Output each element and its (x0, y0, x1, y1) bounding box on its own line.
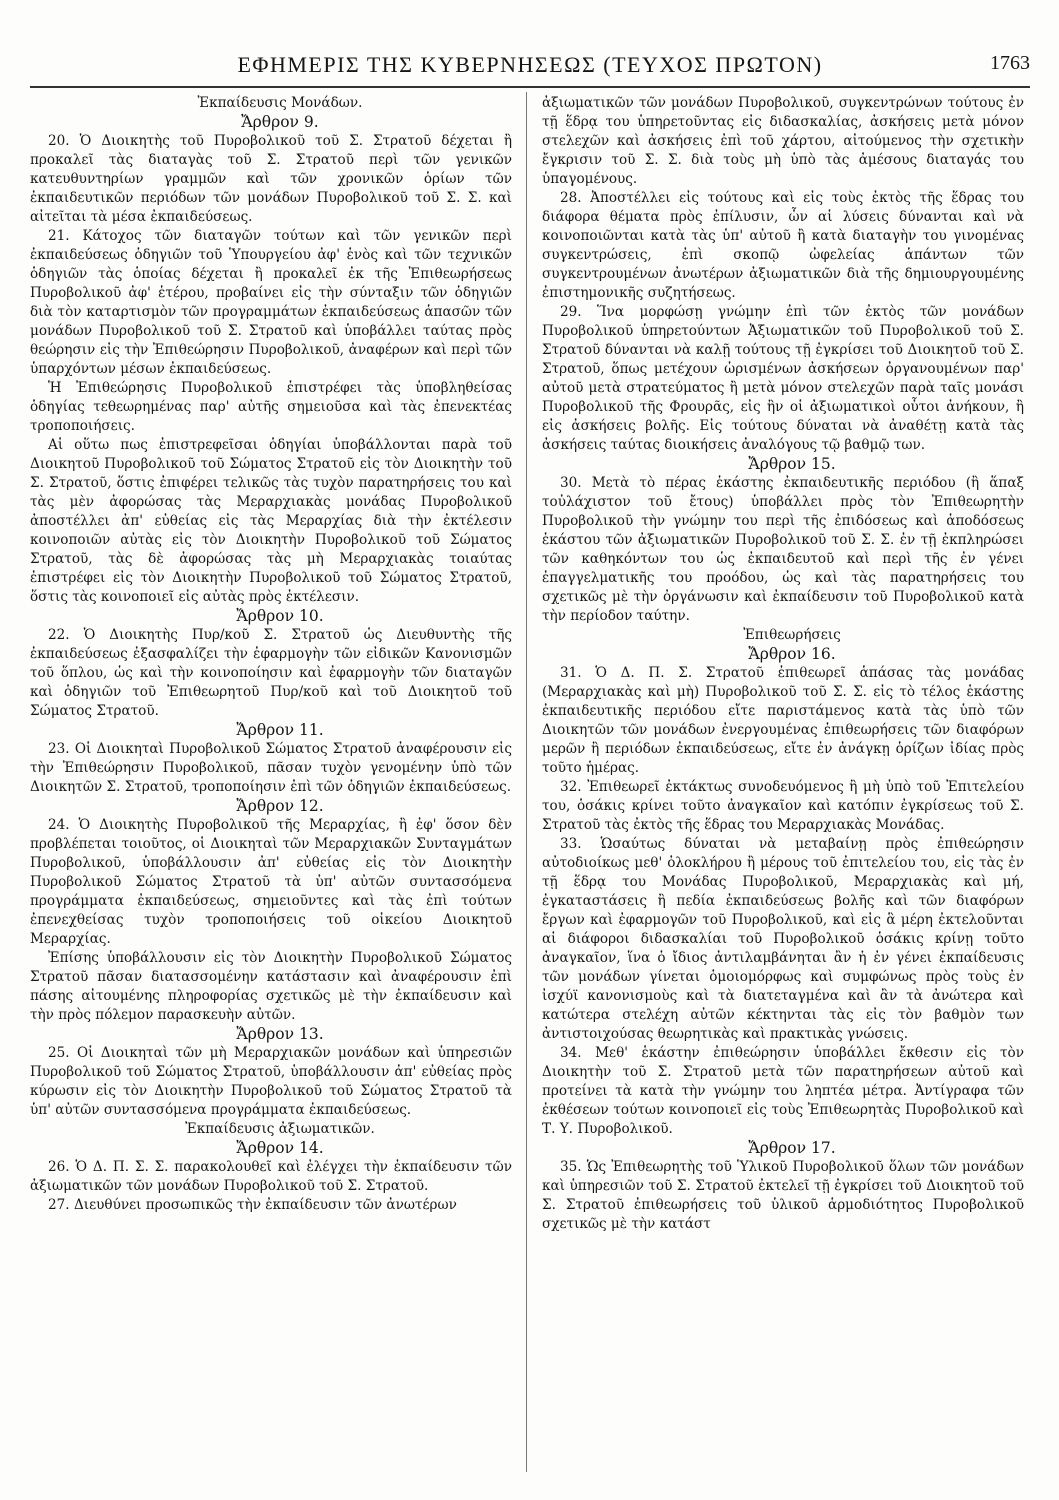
paragraph-28: 28. Ἀποστέλλει εἰς τούτους καὶ εἰς τοὺς ἐκτὸς τῆς ἕδρας του διάφορα θέματα πρὸς ἐπίλυσιν, ὧν αἱ λύσεις δύνανται καὶ νὰ κοινοποιῶνται κατὰ τὰς ὑπ' αὐτοῦ ἢ κατὰ διαταγὴν του γινομένας συγκεντρώσεις, ἐπὶ σκοπῷ ὠφελείας ἁπάντων τῶν συγκεντρουμένων ἀνωτέρων ἀξιωματικῶν διὰ τῆς δημιουργουμένης ἐπιστημονικῆς συζητήσεως. (542, 190, 1024, 301)
left-column (30, 94, 512, 1215)
paragraph-30: 30. Μετὰ τὸ πέρας ἑκάστης ἐκπαιδευτικῆς περιόδου (ἢ ἅπαξ τοὐλάχιστον τοῦ ἔτους) ὑποβάλλει πρὸς τὸν Ἐπιθεωρητὴν Πυροβολικοῦ τὴν γνώμην του περὶ τῆς ἐπιδόσεως καὶ ἀποδόσεως ἑκάστου τῶν ἀξιωματικῶν Πυροβολικοῦ τοῦ Σ. Σ. ἐν τῇ ἐκπληρώσει τῶν καθηκόντων του ὡς ἐκπαιδευτοῦ καὶ περὶ τῆς ἐν γένει ἐπαγγελματικῆς του προόδου, ὡς καὶ τὰς παρατηρήσεις του σχετικῶς μὲ τὴν ὀργάνωσιν καὶ ἐκπαίδευσιν τοῦ Πυροβολικοῦ κατὰ τὴν περίοδον ταύτην. (542, 475, 1024, 624)
paragraph-21b: Ἡ Ἐπιθεώρησις Πυροβολικοῦ ἐπιστρέφει τὰς ὑποβληθείσας ὁδηγίας τεθεωρημένας παρ' αὐτῆς σημειοῦσα καὶ τὰς ἐπενεκτέας τροποποιήσεις. (30, 380, 512, 434)
column-divider (526, 92, 527, 1472)
paragraph-24b: Ἐπίσης ὑποβάλλουσιν εἰς τὸν Διοικητὴν Πυροβολικοῦ Σώματος Στρατοῦ πᾶσαν διατασσομένην κατάστασιν καὶ ἀναφέρουσιν ἐπὶ πάσης αἰτουμένης πληροφορίας σχετικῶς μὲ τὴν ἐκπαίδευσιν καὶ τὴν πρὸς πόλεμον παρασκευὴν αὐτῶν. (30, 950, 512, 1023)
gazette-title: ΕΦΗΜΕΡΙΣ ΤΗΣ ΚΥΒΕΡΝΗΣΕΩΣ (ΤΕΥΧΟΣ ΠΡΩΤΟΝ) (237, 52, 823, 77)
paragraph-24: 24. Ὁ Διοικητὴς Πυροβολικοῦ τῆς Μεραρχίας, ἢ ἐφ' ὅσον δὲν προβλέπεται τοιοῦτος, οἱ Διοικηταὶ τῶν Μεραρχιακῶν Συνταγμάτων Πυροβολικοῦ, ὑποβάλλουσιν ἀπ' εὐθείας εἰς τὸν Διοικητὴν Πυροβολικοῦ Σώματος Στρατοῦ τὰ ὑπ' αὐτῶν συντασσόμενα προγράμματα ἐκπαιδεύσεως, σημειοῦντες καὶ τὰς ἐπὶ τούτων ἐπενεχθείσας τυχὸν τροποποιήσεις τοῦ οἰκείου Διοικητοῦ Μεραρχίας. (30, 817, 512, 947)
article-14-title: Ἄρθρον 14. (236, 1139, 324, 1157)
article-9-title: Ἄρθρον 9. (241, 113, 319, 131)
paragraph-31: 31. Ὁ Δ. Π. Σ. Στρατοῦ ἐπιθεωρεῖ ἁπάσας τὰς μονάδας (Μεραρχιακὰς καὶ μὴ) Πυροβολικοῦ τοῦ Σ. Σ. εἰς τὸ τέλος ἑκάστης ἐκπαιδευτικῆς περιόδου εἴτε παριστάμενος κατὰ τὰς ὑπὸ τῶν Διοικητῶν τῶν μονάδων ἐνεργουμένας ἐπιθεωρήσεις τῶν διαφόρων μερῶν ἢ περιόδων ἐκπαιδεύσεως, εἴτε ἐν ἀνάγκῃ ὁρίζων ἰδίας πρὸς τοῦτο ἡμέρας. (542, 665, 1024, 776)
paragraph-20: 20. Ὁ Διοικητὴς τοῦ Πυροβολικοῦ τοῦ Σ. Στρατοῦ δέχεται ἢ προκαλεῖ τὰς διαταγὰς τοῦ Σ. Στρατοῦ περὶ τῶν γενικῶν κατευθυντηρίων γραμμῶν καὶ τῶν χρονικῶν ὁρίων τῶν ἐκπαιδευτικῶν περιόδων τῶν μονάδων Πυροβολικοῦ τοῦ Σ. Σ. καὶ αἰτεῖται τὰ μέσα ἐκπαιδεύσεως. (30, 133, 512, 225)
section-title: Ἐκπαίδευσις Μονάδων. (197, 95, 363, 111)
article-11-title: Ἄρθρον 11. (236, 721, 324, 739)
page-number: 1763 (990, 52, 1030, 74)
section-officers-title: Ἐκπαίδευσις ἀξιωματικῶν. (185, 1121, 375, 1137)
paragraph-34: 34. Μεθ' ἑκάστην ἐπιθεώρησιν ὑποβάλλει ἔκθεσιν εἰς τὸν Διοικητὴν τοῦ Σ. Στρατοῦ μετὰ τῶν παρατηρήσεων αὐτοῦ καὶ προτείνει τὰ κατὰ τὴν γνώμην του ληπτέα μέτρα. Ἀντίγραφα τῶν ἐκθέσεων τούτων κοινοποιεῖ εἰς τοὺς Ἐπιθεωρητὰς Πυροβολικοῦ καὶ Τ. Υ. Πυροβολικοῦ. (542, 1045, 1024, 1137)
right-column (542, 94, 1024, 1234)
paragraph-26: 26. Ὁ Δ. Π. Σ. Σ. παρακολουθεῖ καὶ ἐλέγχει τὴν ἐκπαίδευσιν τῶν ἀξιωματικῶν τῶν μονάδων Πυροβολικοῦ τοῦ Σ. Στρατοῦ. (30, 1159, 512, 1194)
paragraph-23: 23. Οἱ Διοικηταὶ Πυροβολικοῦ Σώματος Στρατοῦ ἀναφέρουσιν εἰς τὴν Ἐπιθεώρησιν Πυροβολικοῦ, πᾶσαν τυχὸν γενομένην ὑπὸ τῶν Διοικητῶν Σ. Στρατοῦ, τροποποίησιν ἐπὶ τῶν ὁδηγιῶν ἐκπαιδεύσεως. (30, 741, 512, 795)
article-17-title: Ἄρθρον 17. (748, 1139, 836, 1157)
paragraph-25: 25. Οἱ Διοικηταὶ τῶν μὴ Μεραρχιακῶν μονάδων καὶ ὑπηρεσιῶν Πυροβολικοῦ τοῦ Σώματος Στρατοῦ, ὑποβάλλουσιν ἀπ' εὐθείας πρὸς κύρωσιν εἰς τὸν Διοικητὴν Πυροβολικοῦ τοῦ Σώματος Στρατοῦ τὰ ὑπ' αὐτῶν συντασσόμενα προγράμματα ἐκπαιδεύσεως. (30, 1045, 512, 1118)
paragraph-32: 32. Ἐπιθεωρεῖ ἐκτάκτως συνοδευόμενος ἢ μὴ ὑπὸ τοῦ Ἐπιτελείου του, ὁσάκις κρίνει τοῦτο ἀναγκαῖον καὶ κατόπιν ἐγκρίσεως τοῦ Σ. Στρατοῦ τὰς ἐκτὸς τῆς ἕδρας του Μεραρχιακὰς Μονάδας. (542, 779, 1024, 833)
paragraph-22: 22. Ὁ Διοικητὴς Πυρ/κοῦ Σ. Στρατοῦ ὡς Διευθυντὴς τῆς ἐκπαιδεύσεως ἐξασφαλίζει τὴν ἐφαρμογὴν τῶν εἰδικῶν Κανονισμῶν τοῦ ὅπλου, ὡς καὶ τὴν κοινοποίησιν καὶ ἐφαρμογὴν τῶν διαταγῶν καὶ ὁδηγιῶν τοῦ Ἐπιθεωρητοῦ Πυρ/κοῦ καὶ τοῦ Διοικητοῦ τοῦ Σώματος Στρατοῦ. (30, 627, 512, 719)
paragraph-35: 35. Ὡς Ἐπιθεωρητὴς τοῦ Ὑλικοῦ Πυροβολικοῦ ὅλων τῶν μονάδων καὶ ὑπηρεσιῶν τοῦ Σ. Στρατοῦ ἐκτελεῖ τῇ ἐγκρίσει τοῦ Διοικητοῦ τοῦ Σ. Στρατοῦ ἐπιθεωρήσεις τοῦ ὑλικοῦ ἁρμοδιότητος Πυροβολικοῦ σχετικῶς μὲ τὴν κατάστ (542, 1159, 1024, 1232)
section-inspections-title: Ἐπιθεωρήσεις (743, 627, 841, 643)
article-12-title: Ἄρθρον 12. (236, 797, 324, 815)
article-15-title: Ἄρθρον 15. (748, 455, 836, 473)
paragraph-21: 21. Κάτοχος τῶν διαταγῶν τούτων καὶ τῶν γενικῶν περὶ ἐκπαιδεύσεως ὁδηγιῶν τοῦ Ὑπουργείου ἀφ' ἑνὸς καὶ τῶν τεχνικῶν ὁδηγιῶν τὰς ὁποίας δέχεται ἢ προκαλεῖ ἐκ τῆς Ἐπιθεωρήσεως Πυροβολικοῦ ἀφ' ἑτέρου, προβαίνει εἰς τὴν σύνταξιν τῶν ὁδηγιῶν διὰ τὸν καταρτισμὸν τῶν προγραμμάτων ἐκπαιδεύσεως ἁπασῶν τῶν μονάδων Πυροβολικοῦ τοῦ Σ. Στρατοῦ καὶ ὑποβάλλει ταύτας πρὸς θεώρησιν εἰς τὴν Ἐπιθεώρησιν Πυροβολικοῦ, ἀναφέρων καὶ περὶ τῶν ὑπαρχόντων μέσων ἐκπαιδεύσεως. (30, 228, 512, 377)
paragraph-29: 29. Ἵνα μορφώσῃ γνώμην ἐπὶ τῶν ἐκτὸς τῶν μονάδων Πυροβολικοῦ ὑπηρετούντων Ἀξιωματικῶν τοῦ Πυροβολικοῦ τοῦ Σ. Στρατοῦ δύνανται νὰ καλῇ τούτους τῇ ἐγκρίσει τοῦ Διοικητοῦ τοῦ Σ. Στρατοῦ, ὅπως μετέχουν ὡρισμένων ἀσκήσεων ὀργανουμένων παρ' αὐτοῦ μετὰ στρατεύματος ἢ μετὰ μόνον στελεχῶν παρὰ ταῖς μονάσι Πυροβολικοῦ τῆς Φρουρᾶς, εἰς ἣν οἱ ἀξιωματικοὶ οὗτοι ἀνήκουν, ἢ εἰς ἀσκήσεις βολῆς. Εἰς τούτους δύναται νὰ ἀναθέτῃ κατὰ τὰς ἀσκήσεις ταύτας διοικήσεις ἀναλόγους τῷ βαθμῷ των. (542, 304, 1024, 453)
article-10-title: Ἄρθρον 10. (236, 607, 324, 625)
article-16-title: Ἄρθρον 16. (748, 645, 836, 663)
paragraph-33: 33. Ὡσαύτως δύναται νὰ μεταβαίνῃ πρὸς ἐπιθεώρησιν αὐτοδιοίκως μεθ' ὁλοκλήρου ἢ μέρους τοῦ ἐπιτελείου του, εἰς τὰς ἐν τῇ ἕδρᾳ του Μονάδας Πυροβολικοῦ, Μεραρχιακὰς καὶ μή, ἐγκαταστάσεις ἢ πεδία ἐκπαιδεύσεως βολῆς καὶ τῶν διαφόρων ἔργων καὶ ἐφαρμογῶν τοῦ Πυροβολικοῦ, καὶ εἰς ἃ μέρη ἐκτελοῦνται αἱ διάφοροι διδασκαλίαι τοῦ Πυροβολικοῦ ὁσάκις κρίνῃ τοῦτο ἀναγκαῖον, ἵνα ὁ ἴδιος ἀντιλαμβάνηται ἂν ἡ ἐν γένει ἐκπαίδευσις τῶν μονάδων γίνεται ὁμοιομόρφως καὶ συμφώνως πρὸς τοὺς ἐν ἰσχύϊ κανονισμοὺς καὶ τὰ διατεταγμένα καὶ ἂν τὰ ἀνώτερα καὶ κατώτερα στελέχη αὐτῶν κέκτηνται τὰς εἰς τὸν βαθμὸν των ἀντιστοιχούσας θεωρητικὰς καὶ πρακτικὰς γνώσεις. (542, 836, 1024, 1042)
paragraph-27: 27. Διευθύνει προσωπικῶς τὴν ἐκπαίδευσιν τῶν ἀνωτέρων (48, 1197, 457, 1213)
paragraph-21c: Αἱ οὕτω πως ἐπιστρεφεῖσαι ὁδηγίαι ὑποβάλλονται παρὰ τοῦ Διοικητοῦ Πυροβολικοῦ τοῦ Σώματος Στρατοῦ εἰς τὸν Διοικητὴν τοῦ Σ. Στρατοῦ, ὅστις ἐπιφέρει τελικῶς τὰς τυχὸν παρατηρήσεις του καὶ τὰς μὲν ἀφορώσας τὰς Μεραρχιακὰς μονάδας Πυροβολικοῦ ἀποστέλλει ἀπ' εὐθείας εἰς τὰς Μεραρχίας διὰ τὴν ἐκτέλεσιν κοινοποιῶν αὐτὰς εἰς τὸν Διοικητὴν Πυροβολικοῦ τοῦ Σώματος Στρατοῦ, τὰς δὲ ἀφορώσας τὰς μὴ Μεραρχιακὰς τοιαύτας ἐπιστρέφει εἰς τὸν Διοικητὴν Πυροβολικοῦ τοῦ Σώματος Στρατοῦ, ὅστις τὰς κοινοποιεῖ εἰς αὐτὰς πρὸς ἐκτέλεσιν. (30, 437, 512, 605)
article-13-title: Ἄρθρον 13. (236, 1025, 324, 1043)
paragraph-27-continued: ἀξιωματικῶν τῶν μονάδων Πυροβολικοῦ, συγκεντρώνων τούτους ἐν τῇ ἕδρᾳ του ὑπηρετοῦντας εἰς διδασκαλίας, ἀσκήσεις μετὰ μόνον στελεχῶν καὶ ἀσκήσεις ἐπὶ τοῦ χάρτου, αἰτούμενος τὴν σχετικὴν ἔγκρισιν τοῦ Σ. Σ. διὰ τοὺς μὴ ὑπὸ τὰς ἀμέσους διαταγάς του ὑπαγομένους. (542, 95, 1024, 187)
page-header (30, 50, 1030, 88)
